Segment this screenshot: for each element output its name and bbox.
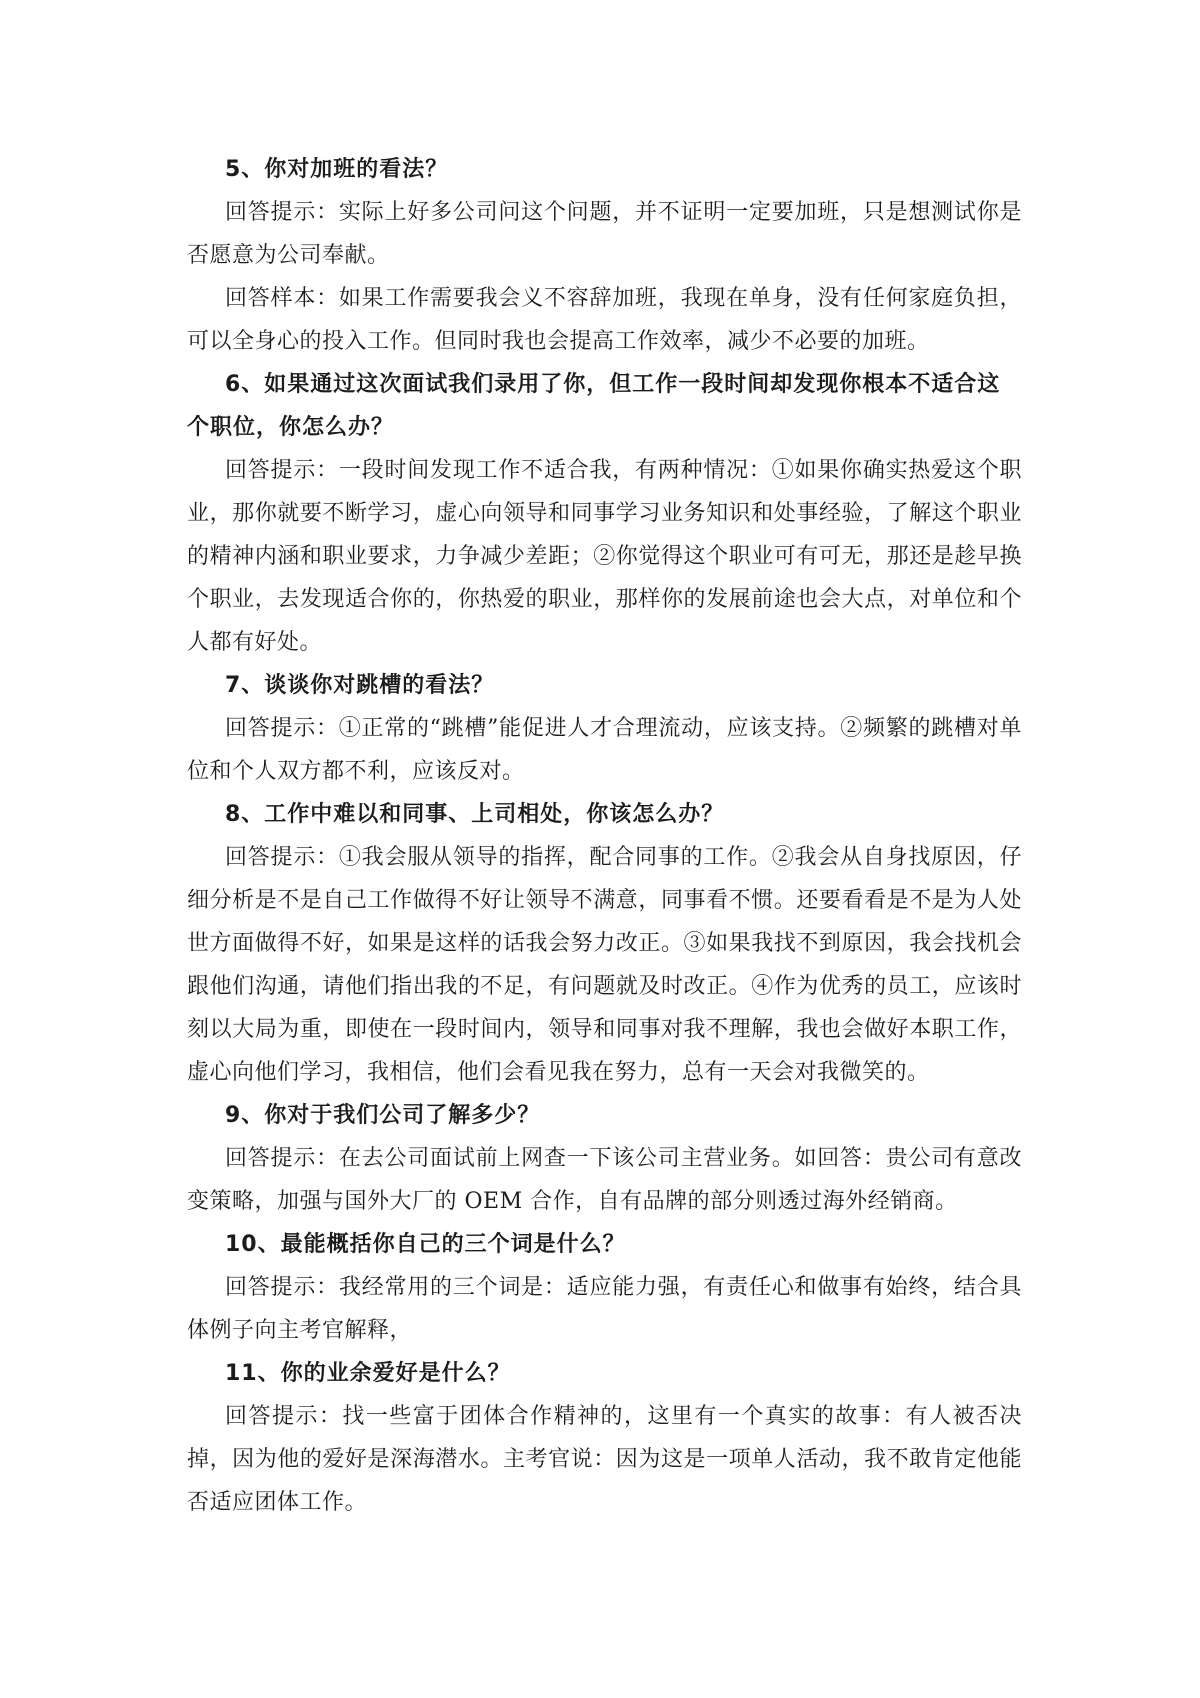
question-11-hint: 回答提示：找一些富于团体合作精神的，这里有一个真实的故事：有人被否决掉，因为他的爱好是深海潜水。主考官说：因为这是一项单人活动，我不敢肯定他能否适应团体工作。 — [187, 1404, 1022, 1515]
question-10-heading: 10、最能概括你自己的三个词是什么？ — [225, 1232, 626, 1257]
question-10-hint: 回答提示：我经常用的三个词是：适应能力强，有责任心和做事有始终，结合具体例子向主考官解释， — [187, 1275, 1022, 1343]
question-9-hint: 回答提示：在去公司面试前上网查一下该公司主营业务。如回答：贵公司有意改变策略，加强与国外大厂的 OEM 合作，自有品牌的部分则透过海外经销商。 — [187, 1146, 1022, 1214]
question-9-heading: 9、你对于我们公司了解多少？ — [225, 1103, 541, 1128]
question-5-heading: 5、你对加班的看法？ — [225, 157, 449, 182]
question-7-heading: 7、谈谈你对跳槽的看法？ — [225, 673, 495, 698]
question-6-heading: 6、如果通过这次面试我们录用了你，但工作一段时间却发现你根本不适合这个职位，你怎么办？ — [187, 372, 1001, 440]
question-8-hint: 回答提示：①我会服从领导的指挥，配合同事的工作。②我会从自身找原因，仔细分析是不是自己工作做得不好让领导不满意，同事看不惯。还要看看是不是为人处世方面做得不好，如果是这样的话我会努力改正。③如果我找不到原因，我会找机会跟他们沟通，请他们指出我的不足，有问题就及时改正。④作为优秀的员工，应该时刻以大局为重，即使在一段时间内，领导和同事对我不理解，我也会做好本职工作，虚心向他们学习，我相信，他们会看见我在努力，总有一天会对我微笑的。 — [187, 845, 1022, 1085]
question-11-heading: 11、你的业余爱好是什么？ — [225, 1361, 511, 1386]
question-7-hint: 回答提示：①正常的“跳槽”能促进人才合理流动，应该支持。②频繁的跳槽对单位和个人双方都不利，应该反对。 — [187, 716, 1022, 784]
question-8-heading: 8、工作中难以和同事、上司相处，你该怎么办？ — [225, 802, 725, 827]
question-6-hint: 回答提示：一段时间发现工作不适合我，有两种情况：①如果你确实热爱这个职业，那你就要不断学习，虚心向领导和同事学习业务知识和处事经验，了解这个职业的精神内涵和职业要求，力争减少差距；②你觉得这个职业可有可无，那还是趁早换个职业，去发现适合你的，你热爱的职业，那样你的发展前途也会大点，对单位和个人都有好处。 — [187, 458, 1022, 655]
question-5-sample-answer: 回答样本：如果工作需要我会义不容辞加班，我现在单身，没有任何家庭负担，可以全身心的投入工作。但同时我也会提高工作效率，减少不必要的加班。 — [187, 286, 1022, 354]
document-body — [187, 148, 1022, 1524]
question-5-hint: 回答提示：实际上好多公司问这个问题，并不证明一定要加班，只是想测试你是否愿意为公司奉献。 — [187, 200, 1022, 268]
